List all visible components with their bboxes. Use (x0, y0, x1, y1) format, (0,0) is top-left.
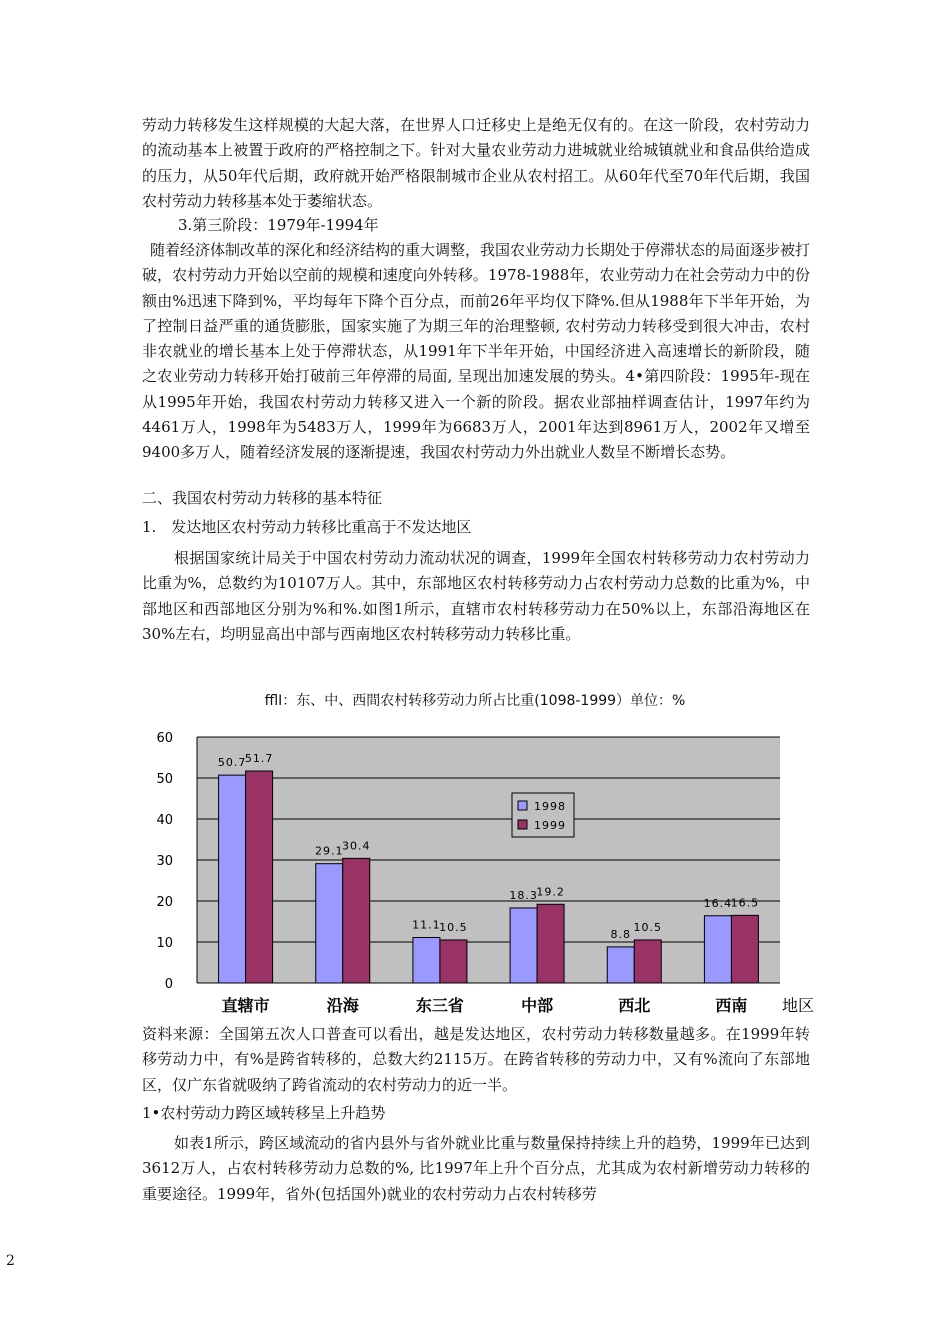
bar-1999 (731, 915, 758, 983)
section-heading-2: 二、我国农村劳动力转移的基本特征 (142, 489, 383, 507)
x-tick-label: 西北 (618, 996, 651, 1015)
bar-1998 (510, 908, 537, 983)
data-label: 50.7 (217, 756, 247, 770)
legend-swatch (518, 820, 527, 829)
data-label: 8.8 (610, 927, 631, 941)
legend-label: 1998 (534, 800, 566, 813)
data-label: 29.1 (315, 844, 344, 858)
bar-1999 (343, 858, 370, 983)
bar-1998 (704, 916, 731, 983)
data-label: 10.5 (439, 920, 468, 934)
data-label: 51.7 (244, 752, 274, 766)
data-label: 18.3 (509, 888, 538, 902)
data-label: 16.5 (730, 896, 760, 910)
page-number: 2 (6, 1253, 15, 1269)
legend-swatch (518, 801, 527, 810)
paragraph-3: 根据国家统计局关于中国农村劳动力流动状况的调查，1999年全国农村转移劳动力农村劳动力比重为%，总数约为10107万人。其中，东部地区农村转移劳动力占农村劳动力总数的比重为%，中部地区和西部地区分别为%和%.如图1所示，直辖市农村转移劳动力在50%以上，东部沿海地区在30%左右，均明显高出中部与西南地区农村转移劳动力转移比重。 (142, 549, 810, 643)
x-tick-label: 东三省 (415, 996, 464, 1015)
data-label: 16.4 (703, 896, 733, 910)
bar-1999 (634, 940, 661, 983)
y-tick-label: 60 (156, 731, 173, 746)
x-tick-label: 沿海 (326, 996, 359, 1015)
data-label: 11.1 (412, 918, 441, 932)
y-tick-label: 30 (156, 854, 173, 869)
data-label: 10.5 (633, 920, 662, 934)
bar-1998 (316, 864, 343, 983)
paragraph-5: 如表1所示，跨区域流动的省内县外与省外就业比重与数量保持持续上升的趋势，1999年已达到3612万人，占农村转移劳动力总数的%, 比1997年上升个百分点，尤其成为农村新增劳动力转移的重要途径。1999年，省外(包括国外)就业的农村劳动力占农村转移劳 (142, 1134, 810, 1203)
bar-1998 (607, 947, 634, 983)
bar-1999 (537, 904, 564, 983)
paragraph-1: 劳动力转移发生这样规模的大起大落，在世界人口迁移史上是绝无仅有的。在这一阶段，农村劳动力的流动基本上被置于政府的严格控制之下。针对大量农业劳动力进城就业给城镇就业和食品供给造成的压力，从50年代后期，政府就开始严格限制城市企业从农村招工。从60年代至70年代后期，我国农村劳动力转移基本处于萎缩状态。 (142, 116, 810, 210)
paragraph-4: 资料来源：全国第五次人口普查可以看出，越是发达地区，农村劳动力转移数量越多。在1999年转移劳动力中，有%是跨省转移的，总数大约2115万。在跨省转移的劳动力中，又有%流向了东部地区，仅广东省就吸纳了跨省流动的农村劳动力的近一半。 (142, 1025, 810, 1094)
data-label: 19.2 (536, 885, 565, 899)
x-tick-label: 西南 (715, 996, 748, 1015)
y-tick-label: 40 (156, 813, 173, 828)
bar-chart (0, 720, 950, 1020)
data-label: 30.4 (342, 839, 371, 853)
y-tick-label: 20 (156, 895, 173, 910)
y-tick-label: 10 (156, 936, 173, 951)
bar-1998 (413, 937, 440, 983)
x-tick-label: 直辖市 (221, 996, 270, 1015)
bar-1998 (219, 775, 246, 983)
bar-1999 (440, 940, 467, 983)
section-heading-stage3: 3.第三阶段：1979年-1994年 (178, 216, 379, 234)
y-tick-label: 0 (164, 977, 173, 992)
legend-label: 1999 (534, 819, 566, 832)
subheading-1: 1. 发达地区农村劳动力转移比重高于不发达地区 (142, 518, 472, 536)
subheading-1b: 1•农村劳动力跨区域转移呈上升趋势 (142, 1104, 386, 1122)
x-tick-label: 中部 (521, 996, 554, 1015)
chart-title: fflI：东、中、西間农村转移劳动力所占比重(1098-1999）单位：% (264, 693, 686, 709)
bar-1999 (246, 771, 273, 983)
paragraph-2: 随着经济体制改革的深化和经济结构的重大调整，我国农业劳动力长期处于停滞状态的局面逐步被打破，农村劳动力开始以空前的规模和速度向外转移。1978-1988年，农业劳动力在社会劳动力中的份额由%迅速下降到%，平均每年下降个百分点，而前26年平均仅下降%.但从1988年下半年开始，为了控制日益严重的通货膨胀，国家实施了为期三年的治理整顿, 农村劳动力转移受到很大冲击，农村非农就业的增长基本上处于停滞状态，从1991年下半年开始，中国经济进入高速增长的新阶段，随之农业劳动力转移开始打破前三年停滞的局面, 呈现出加速发展的势头。4•第四阶段：1995年-现在从1995年开始，我国农村劳动力转移又进入一个新的阶段。据农业部抽样调查估计，1997年约为4461万人，1998年为5483万人，1999年为6683万人，2001年达到8961万人，2002年又增至9400多万人，随着经济发展的逐渐提速，我国农村劳动力外出就业人数呈不断增长态势。 (142, 241, 811, 462)
x-axis-label: 地区 (782, 996, 815, 1015)
y-tick-label: 50 (156, 772, 173, 787)
